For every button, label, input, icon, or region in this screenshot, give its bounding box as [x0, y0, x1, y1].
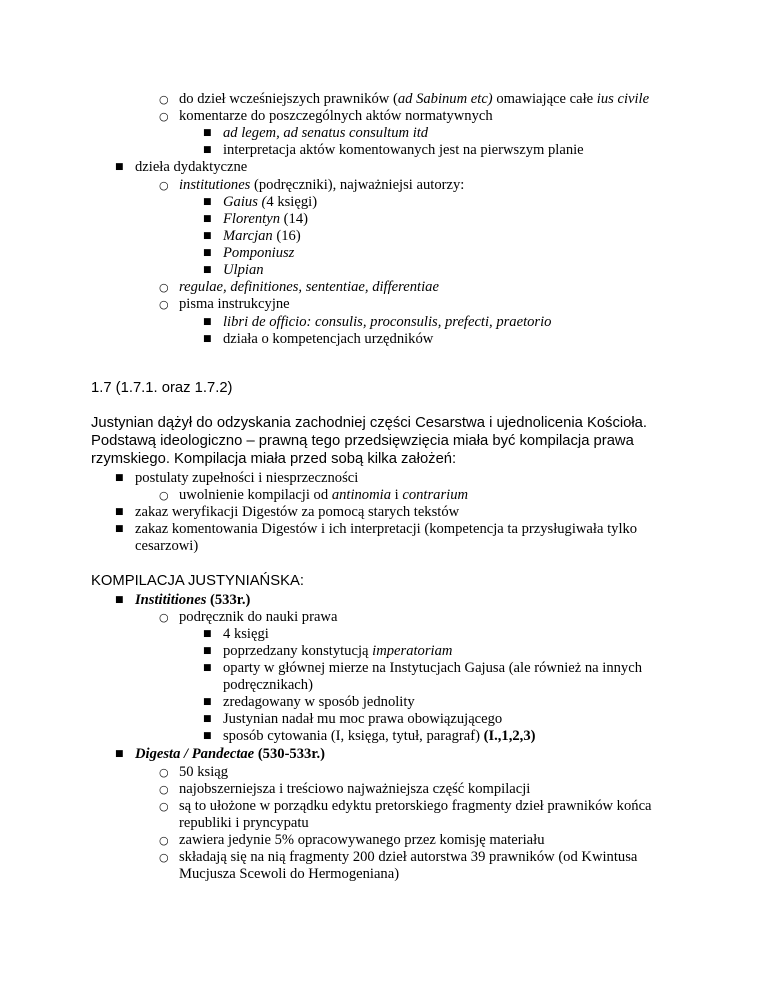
list-item	[135, 746, 325, 763]
square-bullet-icon: ■	[115, 473, 124, 483]
item-italic: regulae, definitiones, sententiae, differentiae	[179, 279, 439, 295]
item-italic: antinomia	[331, 487, 391, 503]
list-item: 4 księgi	[223, 626, 269, 642]
square-bullet-icon: ■	[203, 128, 212, 138]
list-item	[223, 194, 317, 211]
item-text: uwolnienie kompilacji od	[179, 487, 332, 503]
list-item: dzieła dydaktyczne	[135, 159, 248, 175]
list-item-continuation: podręcznikach)	[223, 677, 313, 693]
item-text: (podręczniki), najważniejsi autorzy:	[250, 177, 465, 193]
square-bullet-icon: ■	[203, 197, 212, 207]
list-item: podręcznik do nauki prawa	[179, 609, 338, 625]
item-italic: Florentyn	[223, 211, 281, 227]
list-item	[223, 314, 551, 331]
circle-bullet-icon: ○	[159, 783, 169, 796]
list-item: oparty w głównej mierze na Instytucjach Gajusa (ale również na innych	[223, 660, 643, 676]
square-bullet-icon: ■	[115, 749, 124, 759]
list-item: najobszerniejsza i treściowo najważniejsza część kompilacji	[179, 781, 531, 797]
item-italic: imperatoriam	[372, 643, 453, 659]
list-item	[223, 643, 452, 660]
list-item	[223, 211, 308, 228]
list-item: 50 ksiąg	[179, 764, 229, 780]
list-item: zakaz weryfikacji Digestów za pomocą starych tekstów	[135, 504, 460, 520]
item-italic: Marcjan	[223, 228, 273, 244]
list-item: są to ułożone w porządku edyktu pretorskiego fragmenty dzieł prawników końca	[179, 798, 652, 814]
item-italic: Gaius (	[223, 194, 267, 210]
item-text: poprzedzany konstytucją	[223, 643, 373, 659]
section-heading: KOMPILACJA JUSTYNIAŃSKA:	[91, 573, 304, 589]
square-bullet-icon: ■	[203, 629, 212, 639]
list-item: postulaty zupełności i niesprzeczności	[135, 470, 359, 486]
square-bullet-icon: ■	[203, 663, 212, 673]
square-bullet-icon: ■	[203, 145, 212, 155]
circle-bullet-icon: ○	[159, 834, 169, 847]
square-bullet-icon: ■	[203, 334, 212, 344]
square-bullet-icon: ■	[203, 697, 212, 707]
list-item	[223, 262, 264, 279]
square-bullet-icon: ■	[115, 524, 124, 534]
circle-bullet-icon: ○	[159, 851, 169, 864]
square-bullet-icon: ■	[203, 731, 212, 741]
square-bullet-icon: ■	[115, 507, 124, 517]
list-item: pisma instrukcyjne	[179, 296, 290, 312]
paragraph-line: Podstawą ideologiczno – prawną tego przedsięwzięcia miała być kompilacja prawa	[91, 433, 634, 449]
square-bullet-icon: ■	[203, 317, 212, 327]
list-item	[179, 487, 468, 504]
circle-bullet-icon: ○	[159, 179, 169, 192]
circle-bullet-icon: ○	[159, 110, 169, 123]
circle-bullet-icon: ○	[159, 298, 169, 311]
list-item	[179, 279, 439, 296]
item-italic: ad Sabinum etc)	[397, 91, 493, 107]
item-text: sposób cytowania (I, księga, tytuł, paragraf)	[223, 728, 484, 744]
list-item-continuation: cesarzowi)	[135, 538, 199, 554]
list-item	[135, 592, 250, 609]
item-text: (533r.)	[206, 592, 251, 608]
paragraph-line: rzymskiego. Kompilacja miała przed sobą kilka założeń:	[91, 451, 457, 467]
item-text: 4 księgi)	[266, 194, 318, 210]
list-item	[179, 177, 464, 194]
list-item: komentarze do poszczególnych aktów normatywnych	[179, 108, 493, 124]
item-italic: contrarium	[402, 487, 469, 503]
list-item	[223, 125, 428, 142]
square-bullet-icon: ■	[115, 162, 124, 172]
item-italic: ad legem, ad senatus consultum itd	[223, 125, 429, 141]
list-item: składają się na nią fragmenty 200 dzieł autorstwa 39 prawników (od Kwintusa	[179, 849, 638, 865]
item-text: (14)	[280, 211, 308, 227]
list-item	[223, 728, 535, 745]
circle-bullet-icon: ○	[159, 766, 169, 779]
item-italic: libri de officio: consulis, proconsulis, prefecti, praetorio	[223, 314, 552, 330]
list-item: interpretacja aktów komentowanych jest na pierwszym planie	[223, 142, 584, 158]
paragraph-line: Justynian dążył do odzyskania zachodniej części Cesarstwa i ujednolicenia Kościoła.	[91, 415, 648, 431]
circle-bullet-icon: ○	[159, 800, 169, 813]
item-text: (530-533r.)	[254, 746, 325, 762]
square-bullet-icon: ■	[203, 214, 212, 224]
circle-bullet-icon: ○	[159, 611, 169, 624]
item-text: do dzieł wcześniejszych prawników (	[179, 91, 398, 107]
item-italic: Instititiones	[135, 592, 207, 608]
square-bullet-icon: ■	[203, 265, 212, 275]
item-text: i	[391, 487, 403, 503]
list-item: zakaz komentowania Digestów i ich interpretacji (kompetencja ta przysługiwała tylko	[135, 521, 638, 537]
circle-bullet-icon: ○	[159, 93, 169, 106]
list-item	[223, 245, 294, 262]
square-bullet-icon: ■	[115, 595, 124, 605]
item-italic: Pomponiusz	[223, 245, 295, 261]
item-italic: Digesta / Pandectae	[135, 746, 255, 762]
square-bullet-icon: ■	[203, 714, 212, 724]
square-bullet-icon: ■	[203, 231, 212, 241]
item-text: omawiające całe	[492, 91, 597, 107]
list-item-continuation: republiki i pryncypatu	[179, 815, 309, 831]
item-text: (16)	[272, 228, 301, 244]
square-bullet-icon: ■	[203, 248, 212, 258]
list-item	[223, 228, 301, 245]
list-item	[179, 91, 649, 108]
circle-bullet-icon: ○	[159, 489, 169, 502]
list-item: zawiera jedynie 5% opracowywanego przez komisję materiału	[179, 832, 545, 848]
section-heading: 1.7 (1.7.1. oraz 1.7.2)	[91, 380, 233, 396]
item-bold: (I.,1,2,3)	[483, 728, 536, 744]
circle-bullet-icon: ○	[159, 281, 169, 294]
list-item: działa o kompetencjach urzędników	[223, 331, 434, 347]
list-item: Justynian nadał mu moc prawa obowiązującego	[223, 711, 503, 727]
item-italic: ius civile	[596, 91, 650, 107]
list-item-continuation: Mucjusza Scewoli do Hermogeniana)	[179, 866, 400, 882]
square-bullet-icon: ■	[203, 646, 212, 656]
item-italic: institutiones	[179, 177, 251, 193]
item-italic: Ulpian	[223, 262, 264, 278]
list-item: zredagowany w sposób jednolity	[223, 694, 415, 710]
